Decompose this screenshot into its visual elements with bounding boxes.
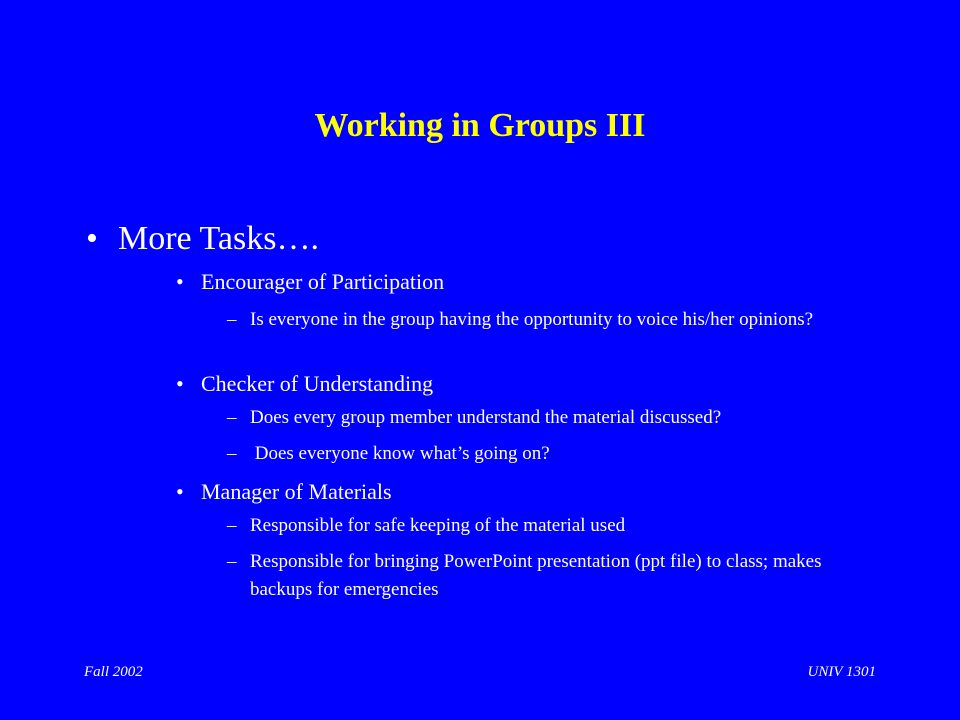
sub-item [227,548,867,604]
sub-item-text: Does everyone know what’s going on? [250,443,550,464]
main-bullet [86,218,319,260]
slide-title: Working in Groups III [314,107,646,144]
section-heading-checker [176,370,433,398]
section-heading-manager [176,478,392,506]
section-heading-text: Checker of Understanding [201,371,434,396]
main-bullet-text: More Tasks…. [118,220,319,257]
section-heading-text: Encourager of Participation [201,269,445,294]
dash-icon: – [227,309,237,330]
sub-item [227,440,867,468]
dash-icon: – [227,407,237,428]
bullet-icon: • [176,479,184,504]
sub-item [227,512,867,540]
sub-item-text: Responsible for bringing PowerPoint presentation (ppt file) to class; makes backups for emergencies [250,551,822,600]
footer-semester: Fall 2002 [84,664,143,680]
sub-item-text: Is everyone in the group having the opportunity to voice his/her opinions? [250,309,814,330]
sub-item [227,306,867,334]
section-heading-encourager [176,268,444,296]
dash-icon: – [227,443,237,464]
footer-course: UNIV 1301 [807,664,876,680]
sub-item [227,404,867,432]
sub-item-text: Responsible for safe keeping of the material used [250,515,626,536]
sub-item-text: Does every group member understand the material discussed? [250,407,722,428]
bullet-icon: • [176,269,184,294]
bullet-icon: • [86,220,98,257]
dash-icon: – [227,551,237,572]
section-heading-text: Manager of Materials [201,479,392,504]
bullet-icon: • [176,371,184,396]
dash-icon: – [227,515,237,536]
